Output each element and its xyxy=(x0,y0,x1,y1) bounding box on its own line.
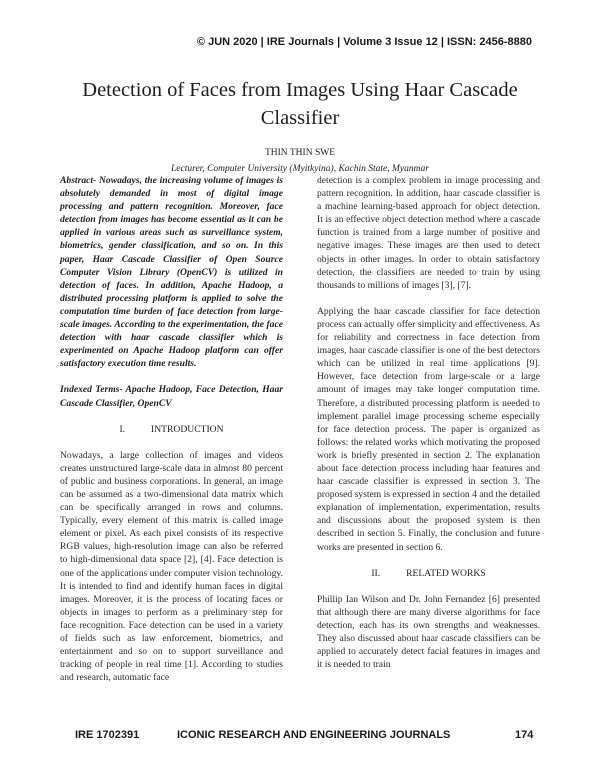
intro-paragraph: Nowadays, a large collection of images and videos creates unstructured large-scale data in almost 80 percent of public and business corporations. In general, an image can be assumed as a two-dimensional data matrix which can be specifically arranged in rows and columns. Typically, every element of this matrix is called image element or pixel. As each pixel consists of its respective RGB values, high-resolution image can also be referred to high-dimensional data space [2], [4]. Face detection is one of the applications under computer vision technology. It is intended to find and identify human faces in digital images. Moreover, it is the process of locating faces or objects in images to perform as a preliminary step for face recognition. Face detection can be used in a variety of fields such as law enforcement, biometrics, and entertainment and so on to support surveillance and tracking of people in real time [1]. According to studies and research, automatic face xyxy=(60,449,283,684)
body-paragraph-3: Phillip Ian Wilson and Dr. John Fernandez [6] presented that although there are many diverse algorithms for face detection, each has its own strengths and weaknesses. They also discussed about haar cascade classifiers can be applied to accurately detect facial features in images and it is needed to train xyxy=(317,593,540,671)
journal-name: ICONIC RESEARCH AND ENGINEERING JOURNALS xyxy=(177,729,451,741)
section-number: II. xyxy=(371,567,381,579)
spacer xyxy=(317,554,540,567)
index-terms: Indexed Terms- Apache Hadoop, Face Detection, Haar Cascade Classifier, OpenCV xyxy=(60,384,283,409)
paper-title: Detection of Faces from Images Using Haar Cascade Classifier xyxy=(82,79,518,129)
paper-id: IRE 1702391 xyxy=(75,729,140,741)
section-title: RELATED WORKS xyxy=(406,567,486,579)
section-heading-introduction xyxy=(60,423,283,436)
section-number: I. xyxy=(119,423,126,435)
body-paragraph-2: Applying the haar cascade classifier for face detection process can actually offer simplicity and effectiveness. As for reliability and correctness in face detection from images, haar cascade classifier is one of the best detectors which can be utilized in real time applications [9]. However, face detection from large-scale or a large amount of images may take longer computation time. Therefore, a distributed processing platform is needed to implement parallel image processing scheme especially for face detection process. The paper is organized as follows: the related works which motivating the proposed work is briefly presented in section 2. The explanation about face detection process including haar features and haar cascade classifier is expressed in section 3. The proposed system is expressed in section 4 and the detailed explanation of implementation, experimentation, results and discussions about the proposed system is then described in section 5. Finally, the conclusion and future works are presented in section 6. xyxy=(317,305,541,553)
spacer xyxy=(60,410,283,423)
author-name: THIN THIN SWE xyxy=(264,148,335,158)
running-header: © JUN 2020 | IRE Journals | Volume 3 Issue 12 | ISSN: 2456-8880 xyxy=(196,36,532,48)
spacer xyxy=(317,292,540,305)
page-number: 174 xyxy=(515,729,534,741)
author-affiliation: Lecturer, Computer University (Myitkyina), Kachin State, Myanmar xyxy=(171,164,429,174)
abstract: Abstract- Nowadays, the increasing volume of images is absolutely demanded in most of digital image processing and pattern recognition. Moreover, face detection from images has become essential as it can be applied in various areas such as surveillance system, biometrics, gender classification, and so on. In this paper, Haar Cascade Classifier of Open Source Computer Vision Library (OpenCV) is utilized in detection of faces. In addition, Apache Hadoop, a distributed processing platform is applied to solve the computation time burden of face detection from large-scale images. According to the experimentation, the face detection with haar cascade classifier which is experimented on Apache Hadoop platform can offer satisfactory execution time results. xyxy=(60,175,283,370)
section-heading-related-works xyxy=(317,567,540,580)
right-column xyxy=(317,174,540,671)
spacer xyxy=(60,436,283,449)
spacer xyxy=(317,580,540,593)
section-title: INTRODUCTION xyxy=(151,423,224,435)
spacer xyxy=(60,370,283,383)
body-paragraph-1: detection is a complex problem in image processing and pattern recognition. In addition, haar cascade classifier is a machine learning-based approach for object detection. It is an effective object detection method where a cascade function is trained from a large number of positive and negative images. These images are then used to detect objects in other images. In order to obtain satisfactory detection, the classifiers are needed to train by using thousands to millions of images [3], [7]. xyxy=(317,175,540,291)
left-column xyxy=(60,174,283,684)
